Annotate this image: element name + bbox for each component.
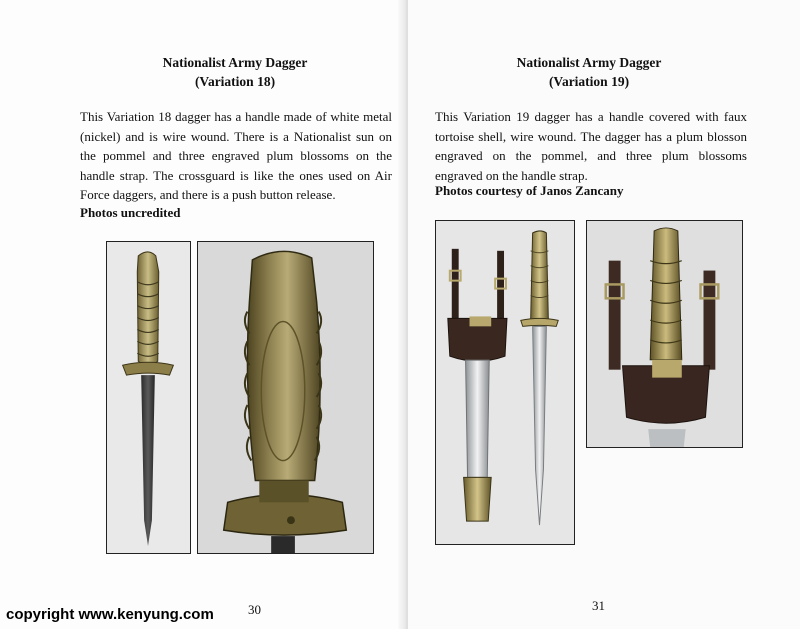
left-paragraph-line: (nickel) and is wire wound. There is a Nationalist sun on xyxy=(80,128,392,144)
right-paragraph-line: engraved on the handle strap. xyxy=(435,167,588,183)
dagger-full-photo xyxy=(106,241,191,554)
left-title-line2: (Variation 18) xyxy=(194,74,276,89)
handle-closeup-photo xyxy=(197,241,374,554)
right-page-number: 31 xyxy=(592,598,605,613)
left-paragraph-line: This Variation 18 dagger has a handle made of white metal xyxy=(80,109,392,124)
left-title xyxy=(120,53,350,91)
left-title-line1: Nationalist Army Dagger xyxy=(162,55,308,70)
left-paragraph-line: Force daggers, and there is a push button release. xyxy=(80,187,336,202)
right-paragraph-line: engraved on the pommel, and three plum blossoms xyxy=(435,148,747,163)
right-paragraph-line: tortoise shell, wire wound. The dagger has a plum blosson xyxy=(435,128,747,144)
handle-frog-closeup-photo xyxy=(586,220,743,448)
left-paragraph xyxy=(80,107,392,205)
dagger-scabbard-photo xyxy=(435,220,575,545)
left-page-number: 30 xyxy=(248,602,261,617)
right-paragraph xyxy=(435,107,747,185)
right-title xyxy=(474,53,704,91)
left-paragraph-line: the pommel and three engraved plum blossoms on the xyxy=(80,148,392,163)
right-page xyxy=(408,0,800,629)
copyright-watermark: copyright www.kenyung.com xyxy=(6,606,214,623)
right-paragraph-line: This Variation 19 dagger has a handle covered with faux xyxy=(435,109,747,124)
left-photo-credit: Photos uncredited xyxy=(80,205,181,220)
right-title-line1: Nationalist Army Dagger xyxy=(516,55,662,70)
left-paragraph-line: handle strap. The crossguard is like the ones used on Air xyxy=(80,167,392,183)
right-photo-credit: Photos courtesy of Janos Zancany xyxy=(435,183,624,198)
right-title-line2: (Variation 19) xyxy=(548,74,630,89)
